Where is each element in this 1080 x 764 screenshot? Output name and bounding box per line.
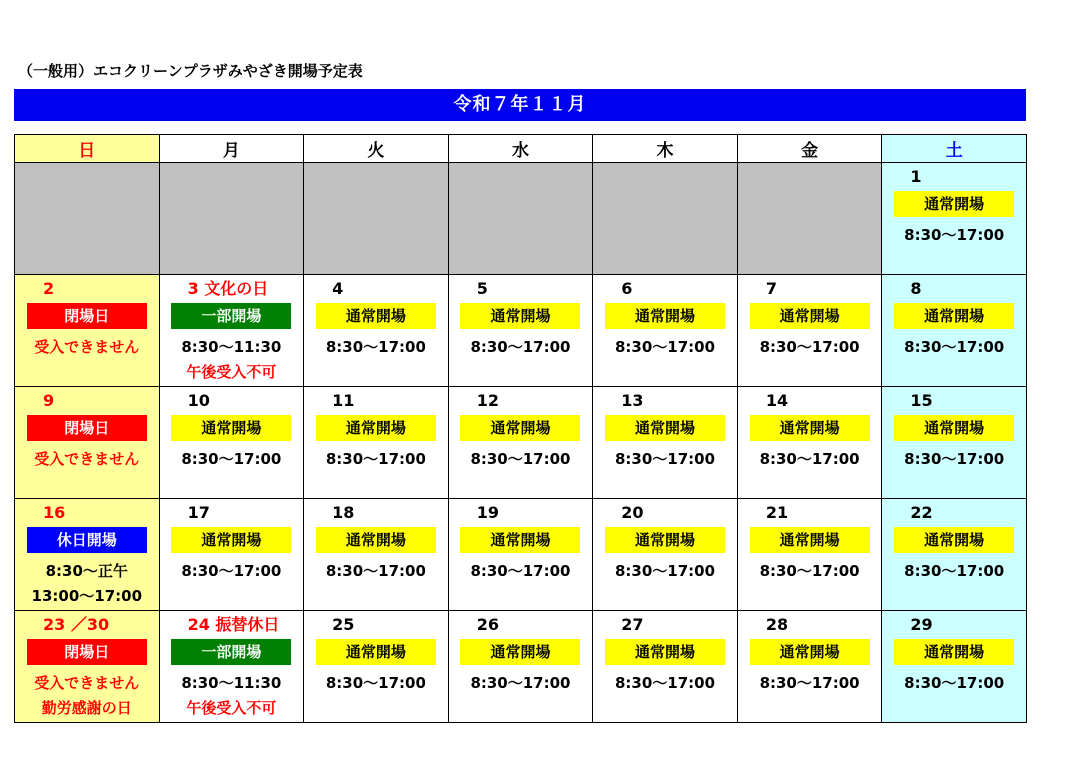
day-number: 1 — [910, 167, 922, 186]
day-cell — [304, 611, 449, 723]
day-cell — [15, 611, 160, 723]
day-cell-content — [882, 163, 1026, 245]
day-cell-content — [738, 387, 882, 469]
hours-text: 8:30～17:00 — [325, 338, 426, 356]
day-cell-content — [738, 611, 882, 693]
empty-day-cell — [593, 163, 738, 275]
status-badge: 通常開場 — [171, 415, 291, 441]
day-number: 18 — [332, 503, 355, 522]
status-badge: 閉場日 — [27, 639, 147, 665]
day-cell — [593, 611, 738, 723]
month-banner: 令和７年１１月 — [14, 89, 1026, 121]
day-cell-content — [593, 387, 737, 469]
hours-text: 8:30～17:00 — [325, 450, 426, 468]
hours-text: 8:30～17:00 — [615, 562, 716, 580]
day-cell-content — [593, 611, 737, 693]
day-cell — [882, 387, 1027, 499]
hours-text: 8:30～11:30 — [181, 674, 282, 692]
hours-text: 8:30～17:00 — [615, 450, 716, 468]
hours-text: 8:30～17:00 — [325, 674, 426, 692]
day-number: 3 文化の日 — [187, 279, 269, 298]
day-cell — [737, 387, 882, 499]
day-number: 14 — [765, 391, 789, 410]
day-cell — [737, 611, 882, 723]
empty-day-cell — [448, 163, 593, 275]
day-cell — [737, 275, 882, 387]
hours-text: 午後受入不可 — [186, 363, 277, 381]
day-number: 23 ／30 — [43, 615, 110, 634]
hours-text: 8:30～17:00 — [470, 450, 571, 468]
hours-text: 8:30～17:00 — [181, 450, 282, 468]
day-cell-content — [882, 499, 1026, 581]
weekday-header-tue: 火 — [304, 135, 449, 163]
day-cell — [593, 275, 738, 387]
weekday-header-thu: 木 — [593, 135, 738, 163]
day-number: 17 — [187, 503, 210, 522]
day-cell — [15, 387, 160, 499]
day-cell — [159, 499, 304, 611]
hours-text: 受入できません — [34, 338, 140, 356]
day-number: 13 — [621, 391, 644, 410]
day-number: 15 — [910, 391, 933, 410]
week-row — [15, 499, 1027, 611]
hours-text: 受入できません — [34, 674, 140, 692]
status-badge: 通常開場 — [894, 527, 1014, 553]
status-badge: 通常開場 — [605, 415, 725, 441]
day-number: 6 — [621, 279, 633, 298]
day-cell-content — [593, 499, 737, 581]
week-row — [15, 275, 1027, 387]
day-cell — [15, 275, 160, 387]
day-number: 29 — [910, 615, 933, 634]
status-badge: 通常開場 — [750, 303, 870, 329]
day-cell-content — [160, 611, 304, 718]
weekday-header-row — [15, 135, 1027, 163]
day-number: 16 — [43, 503, 66, 522]
day-number: 22 — [910, 503, 933, 522]
day-cell — [304, 499, 449, 611]
day-cell — [448, 499, 593, 611]
status-badge: 通常開場 — [750, 639, 870, 665]
day-cell-content — [738, 499, 882, 581]
day-number: 28 — [765, 615, 789, 634]
day-cell — [737, 499, 882, 611]
day-number: 11 — [332, 391, 355, 410]
status-badge: 通常開場 — [316, 415, 436, 441]
day-cell-content — [160, 499, 304, 581]
day-number: 12 — [476, 391, 499, 410]
day-cell — [882, 499, 1027, 611]
day-cell — [593, 499, 738, 611]
day-cell-content — [593, 275, 737, 357]
weekday-header-sat: 土 — [882, 135, 1027, 163]
hours-text: 勤労感謝の日 — [41, 699, 132, 717]
empty-day-cell — [304, 163, 449, 275]
empty-day-cell — [159, 163, 304, 275]
hours-text: 8:30～17:00 — [904, 338, 1005, 356]
day-number: 24 振替休日 — [187, 615, 280, 634]
day-cell-content — [449, 275, 593, 357]
status-badge: 閉場日 — [27, 303, 147, 329]
day-number: 21 — [765, 503, 789, 522]
day-number: 25 — [332, 615, 355, 634]
hours-text: 8:30～17:00 — [470, 562, 571, 580]
calendar-body — [15, 163, 1027, 723]
status-badge: 通常開場 — [460, 527, 580, 553]
weekday-header-fri: 金 — [737, 135, 882, 163]
day-number: 5 — [476, 279, 488, 298]
day-cell — [882, 275, 1027, 387]
day-cell — [159, 611, 304, 723]
hours-text: 8:30～17:00 — [759, 674, 860, 692]
status-badge: 通常開場 — [316, 639, 436, 665]
hours-text: 8:30～17:00 — [615, 674, 716, 692]
day-number: 27 — [621, 615, 644, 634]
day-cell — [159, 275, 304, 387]
week-row — [15, 611, 1027, 723]
week-row — [15, 387, 1027, 499]
status-badge: 一部開場 — [171, 639, 291, 665]
day-cell-content — [15, 499, 159, 606]
hours-text: 13:00～17:00 — [31, 587, 143, 605]
day-cell — [304, 275, 449, 387]
day-number: 19 — [476, 503, 499, 522]
day-cell — [882, 163, 1027, 275]
day-cell — [593, 387, 738, 499]
week-row — [15, 163, 1027, 275]
status-badge: 通常開場 — [750, 527, 870, 553]
day-cell-content — [15, 275, 159, 357]
day-cell — [15, 499, 160, 611]
day-cell-content — [15, 611, 159, 718]
status-badge: 通常開場 — [894, 415, 1014, 441]
calendar-table — [14, 134, 1027, 723]
weekday-header-sun: 日 — [15, 135, 160, 163]
day-cell-content — [15, 387, 159, 469]
status-badge: 通常開場 — [894, 639, 1014, 665]
status-badge: 休日開場 — [27, 527, 147, 553]
day-cell-content — [304, 499, 448, 581]
hours-text: 8:30～17:00 — [181, 562, 282, 580]
day-cell-content — [882, 275, 1026, 357]
hours-text: 8:30～17:00 — [759, 450, 860, 468]
status-badge: 通常開場 — [605, 527, 725, 553]
day-number: 4 — [332, 279, 344, 298]
status-badge: 通常開場 — [750, 415, 870, 441]
hours-text: 8:30～17:00 — [904, 562, 1005, 580]
day-number: 10 — [187, 391, 210, 410]
hours-text: 8:30～17:00 — [759, 562, 860, 580]
day-number: 8 — [910, 279, 922, 298]
status-badge: 一部開場 — [171, 303, 291, 329]
day-cell — [448, 387, 593, 499]
day-cell-content — [449, 499, 593, 581]
day-cell — [448, 611, 593, 723]
status-badge: 通常開場 — [460, 303, 580, 329]
day-cell-content — [304, 275, 448, 357]
status-badge: 通常開場 — [316, 303, 436, 329]
day-cell-content — [304, 611, 448, 693]
day-cell-content — [882, 387, 1026, 469]
hours-text: 8:30～17:00 — [904, 674, 1005, 692]
hours-text: 8:30～17:00 — [325, 562, 426, 580]
hours-text: 8:30～17:00 — [470, 338, 571, 356]
hours-text: 8:30～正午 — [45, 562, 128, 580]
status-badge: 通常開場 — [605, 639, 725, 665]
day-number: 9 — [43, 391, 55, 410]
status-badge: 閉場日 — [27, 415, 147, 441]
hours-text: 8:30～17:00 — [615, 338, 716, 356]
status-badge: 通常開場 — [316, 527, 436, 553]
day-cell — [882, 611, 1027, 723]
day-number: 7 — [765, 279, 777, 298]
day-cell-content — [738, 275, 882, 357]
day-cell — [159, 387, 304, 499]
day-cell-content — [882, 611, 1026, 693]
status-badge: 通常開場 — [460, 415, 580, 441]
hours-text: 8:30～17:00 — [759, 338, 860, 356]
hours-text: 8:30～17:00 — [904, 226, 1005, 244]
hours-text: 8:30～11:30 — [181, 338, 282, 356]
weekday-header-mon: 月 — [159, 135, 304, 163]
day-number: 26 — [476, 615, 499, 634]
day-cell-content — [449, 611, 593, 693]
day-cell-content — [449, 387, 593, 469]
document-title: （一般用）エコクリーンプラザみやざき開場予定表 — [18, 62, 363, 80]
day-number: 2 — [43, 279, 55, 298]
day-cell — [304, 387, 449, 499]
hours-text: 受入できません — [34, 450, 140, 468]
hours-text: 8:30～17:00 — [904, 450, 1005, 468]
status-badge: 通常開場 — [894, 191, 1014, 217]
day-number: 20 — [621, 503, 644, 522]
day-cell-content — [304, 387, 448, 469]
day-cell-content — [160, 275, 304, 382]
empty-day-cell — [15, 163, 160, 275]
hours-text: 午後受入不可 — [186, 699, 277, 717]
weekday-header-wed: 水 — [448, 135, 593, 163]
day-cell-content — [160, 387, 304, 469]
day-cell — [448, 275, 593, 387]
status-badge: 通常開場 — [171, 527, 291, 553]
hours-text: 8:30～17:00 — [470, 674, 571, 692]
status-badge: 通常開場 — [605, 303, 725, 329]
status-badge: 通常開場 — [894, 303, 1014, 329]
status-badge: 通常開場 — [460, 639, 580, 665]
empty-day-cell — [737, 163, 882, 275]
